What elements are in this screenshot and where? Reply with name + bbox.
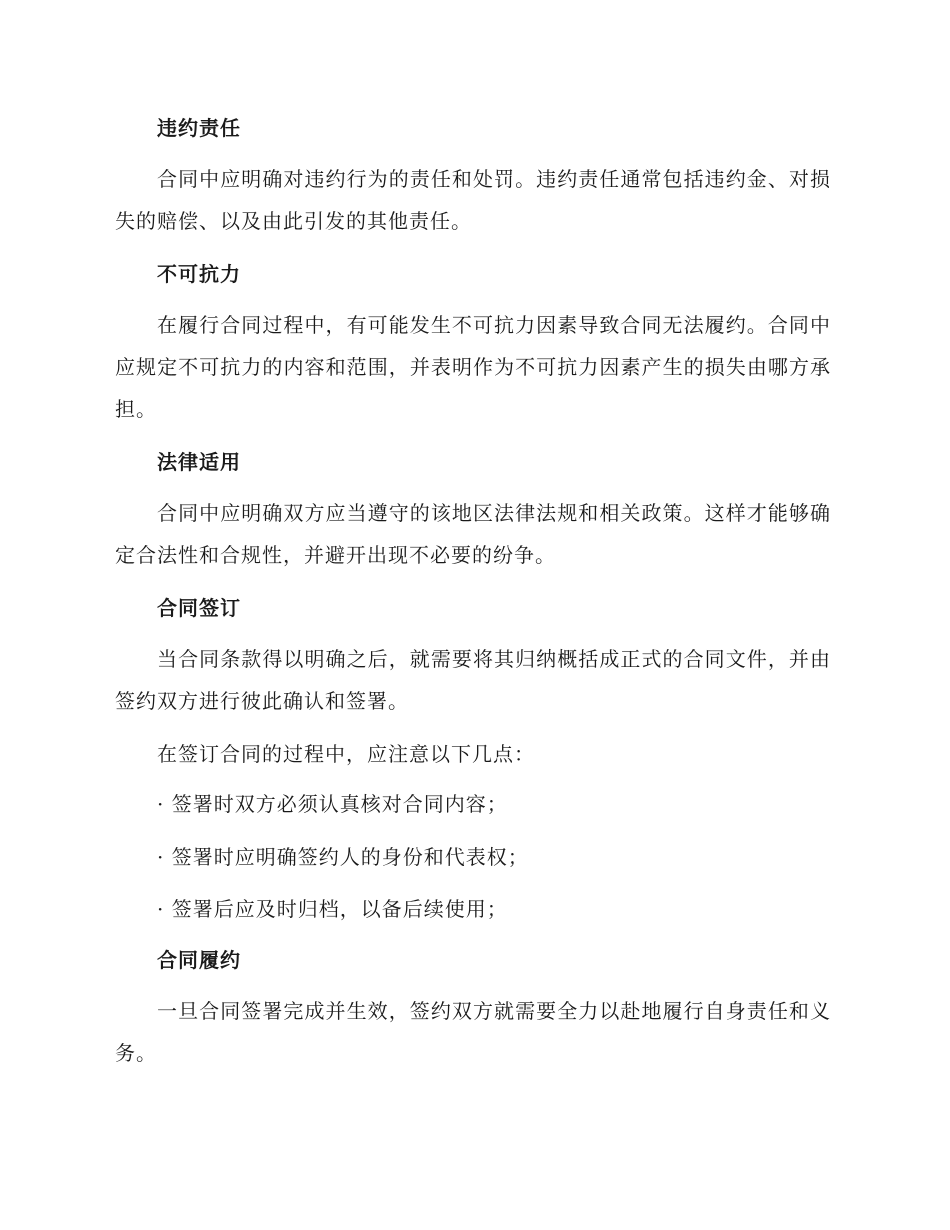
section-paragraph-contract-performance: 一旦合同签署完成并生效，签约双方就需要全力以赴地履行自身责任和义务。 [115, 999, 831, 1065]
section-heading-contract-performance: 合同履约 [157, 948, 241, 972]
section-paragraph-contract-signing: 当合同条款得以明确之后，就需要将其归纳概括成正式的合同文件，并由签约双方进行彼此确认和签署。 [115, 647, 831, 713]
section-paragraph-force-majeure: 在履行合同过程中，有可能发生不可抗力因素导致合同无法履约。合同中应规定不可抗力的内容和范围，并表明作为不可抗力因素产生的损失由哪方承担。 [115, 313, 831, 421]
section-paragraph-breach-liability: 合同中应明确对违约行为的责任和处罚。违约责任通常包括违约金、对损失的赔偿、以及由此引发的其他责任。 [115, 167, 831, 233]
signing-bullet-item: · 签署时双方必须认真核对合同内容； [157, 792, 508, 816]
section-heading-contract-signing: 合同签订 [157, 596, 241, 620]
signing-bullet-item: · 签署时应明确签约人的身份和代表权； [157, 845, 529, 869]
signing-bullet-item: · 签署后应及时归档，以备后续使用； [157, 897, 508, 921]
section-heading-force-majeure: 不可抗力 [157, 262, 241, 286]
signing-intro-text: 在签订合同的过程中，应注意以下几点： [157, 742, 535, 766]
section-paragraph-applicable-law: 合同中应明确双方应当遵守的该地区法律法规和相关政策。这样才能够确定合法性和合规性，并避开出现不必要的纷争。 [115, 501, 831, 567]
section-heading-breach-liability: 违约责任 [157, 116, 241, 140]
section-heading-applicable-law: 法律适用 [157, 450, 241, 474]
